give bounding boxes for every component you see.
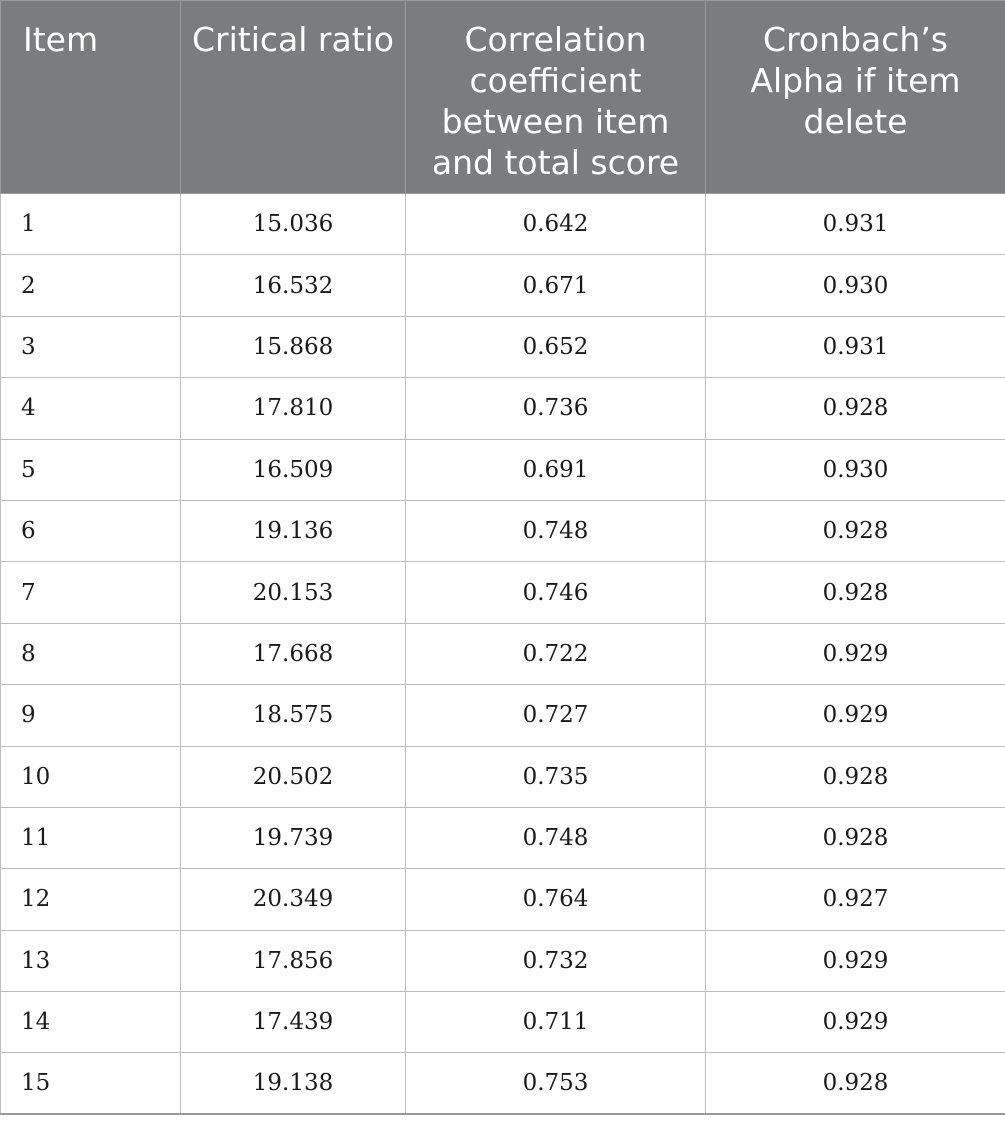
- cell-critical-ratio: 16.509: [181, 439, 406, 500]
- cell-correlation: 0.748: [406, 807, 706, 868]
- table-row: [1, 378, 1005, 439]
- cell-critical-ratio: 15.036: [181, 194, 406, 255]
- cell-critical-ratio: 17.810: [181, 378, 406, 439]
- cell-item: 7: [1, 562, 181, 623]
- cell-item: 15: [1, 1053, 181, 1114]
- table-row: [1, 623, 1005, 684]
- cell-correlation: 0.764: [406, 869, 706, 930]
- cell-critical-ratio: 17.668: [181, 623, 406, 684]
- cell-correlation: 0.746: [406, 562, 706, 623]
- cell-item: 4: [1, 378, 181, 439]
- table-row: [1, 500, 1005, 561]
- header-row: [1, 1, 1005, 194]
- cell-cronbach-alpha: 0.931: [706, 194, 1005, 255]
- cell-cronbach-alpha: 0.929: [706, 623, 1005, 684]
- header-critical-ratio: Critical ratio: [181, 1, 406, 194]
- cell-item: 8: [1, 623, 181, 684]
- cell-item: 12: [1, 869, 181, 930]
- table-row: [1, 439, 1005, 500]
- cell-critical-ratio: 20.349: [181, 869, 406, 930]
- cell-correlation: 0.652: [406, 316, 706, 377]
- cell-item: 14: [1, 992, 181, 1053]
- cell-correlation: 0.671: [406, 255, 706, 316]
- cell-item: 3: [1, 316, 181, 377]
- cell-correlation: 0.691: [406, 439, 706, 500]
- cell-critical-ratio: 18.575: [181, 685, 406, 746]
- cell-item: 2: [1, 255, 181, 316]
- cell-correlation: 0.753: [406, 1053, 706, 1114]
- cell-cronbach-alpha: 0.928: [706, 746, 1005, 807]
- table-body: [1, 194, 1005, 1115]
- cell-cronbach-alpha: 0.929: [706, 930, 1005, 991]
- table-row: [1, 1053, 1005, 1114]
- cell-item: 13: [1, 930, 181, 991]
- cell-cronbach-alpha: 0.928: [706, 500, 1005, 561]
- cell-correlation: 0.748: [406, 500, 706, 561]
- table-row: [1, 194, 1005, 255]
- cell-cronbach-alpha: 0.930: [706, 255, 1005, 316]
- cell-correlation: 0.735: [406, 746, 706, 807]
- cell-critical-ratio: 20.153: [181, 562, 406, 623]
- cell-critical-ratio: 17.439: [181, 992, 406, 1053]
- cell-cronbach-alpha: 0.928: [706, 378, 1005, 439]
- header-correlation-coefficient: Correlation coefficient between item and total score: [406, 1, 706, 194]
- cell-critical-ratio: 20.502: [181, 746, 406, 807]
- cell-critical-ratio: 17.856: [181, 930, 406, 991]
- table-row: [1, 685, 1005, 746]
- header-item: Item: [1, 1, 181, 194]
- cell-cronbach-alpha: 0.928: [706, 1053, 1005, 1114]
- cell-critical-ratio: 19.739: [181, 807, 406, 868]
- cell-cronbach-alpha: 0.928: [706, 562, 1005, 623]
- cell-correlation: 0.722: [406, 623, 706, 684]
- table-row: [1, 807, 1005, 868]
- table-header: [1, 1, 1005, 194]
- cell-correlation: 0.711: [406, 992, 706, 1053]
- cell-cronbach-alpha: 0.930: [706, 439, 1005, 500]
- table-row: [1, 316, 1005, 377]
- cell-critical-ratio: 19.138: [181, 1053, 406, 1114]
- table-row: [1, 869, 1005, 930]
- cell-cronbach-alpha: 0.928: [706, 807, 1005, 868]
- cell-item: 5: [1, 439, 181, 500]
- cell-item: 11: [1, 807, 181, 868]
- header-cronbach-alpha: Cronbach’s Alpha if item delete: [706, 1, 1005, 194]
- cell-cronbach-alpha: 0.929: [706, 685, 1005, 746]
- cell-cronbach-alpha: 0.931: [706, 316, 1005, 377]
- cell-cronbach-alpha: 0.929: [706, 992, 1005, 1053]
- table-row: [1, 992, 1005, 1053]
- cell-cronbach-alpha: 0.927: [706, 869, 1005, 930]
- table-row: [1, 255, 1005, 316]
- table-row: [1, 930, 1005, 991]
- cell-item: 9: [1, 685, 181, 746]
- cell-critical-ratio: 15.868: [181, 316, 406, 377]
- cell-correlation: 0.642: [406, 194, 706, 255]
- table-row: [1, 746, 1005, 807]
- cell-correlation: 0.727: [406, 685, 706, 746]
- cell-item: 1: [1, 194, 181, 255]
- cell-item: 10: [1, 746, 181, 807]
- cell-item: 6: [1, 500, 181, 561]
- cell-critical-ratio: 16.532: [181, 255, 406, 316]
- cell-critical-ratio: 19.136: [181, 500, 406, 561]
- table-row: [1, 562, 1005, 623]
- cell-correlation: 0.736: [406, 378, 706, 439]
- cell-correlation: 0.732: [406, 930, 706, 991]
